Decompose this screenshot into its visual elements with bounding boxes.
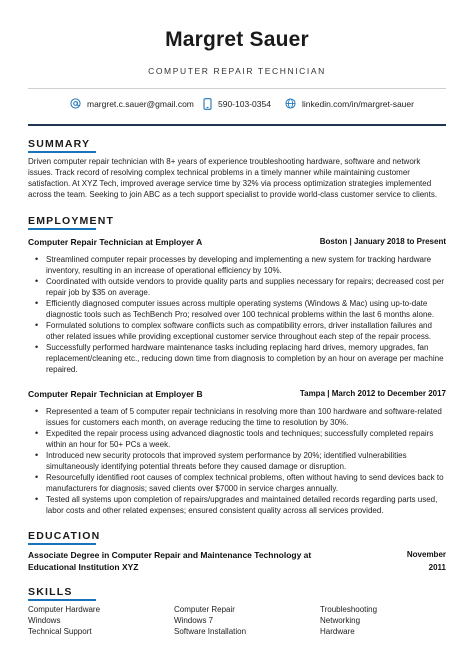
bullet-item: • Streamlined computer repair processes by developing and implementing a new system for tracking hardware inventory, resulting in an increase of operational efficiency by 10%.: [46, 254, 450, 276]
skill-item: Troubleshooting: [320, 605, 378, 614]
skill-item: Networking: [320, 616, 361, 625]
bullet-item: • Tested all systems upon completion of repairs/upgrades and maintained detailed records regarding parts used, labor costs and other related expenses; ensured consistent quality across all services provided.: [46, 494, 450, 516]
bullet-item: • Expedited the repair process using advanced diagnostic tools and techniques; successfully completed repairs within an hour for 50+ PCs a week.: [46, 428, 450, 450]
skill-item: Computer Hardware: [28, 605, 101, 614]
header-divider: [28, 88, 446, 89]
linkedin-text: linkedin.com/in/margret-sauer: [302, 98, 414, 109]
summary-underline: [28, 151, 96, 153]
skill-item: Computer Repair: [174, 605, 235, 614]
bullet-item: • Resourcefully identified root causes of complex technical problems, often without having to send devices back to manufacturers for diagnosis; saved clients over $7000 in service charges annually.: [46, 472, 450, 494]
at-sign-icon: [70, 98, 81, 109]
job-bullets-a: [34, 254, 450, 375]
skills-grid: [28, 604, 446, 637]
contact-row: [0, 98, 474, 114]
bullet-item: • Successfully performed hardware maintenance tasks including replacing hard drives, memory upgrades, fan replacement/cleaning etc., reducing down time from diagnosis to completion by an hour on average per machine repaired.: [46, 342, 450, 375]
globe-icon: [285, 98, 296, 109]
job-meta-a: Boston | January 2018 to Present: [319, 237, 446, 246]
bullet-item: • Introduced new security protocols that improved system performance by 20%; identified vulnerabilities simultaneously identifying potential threats before they caused damage or disruption.: [46, 450, 450, 472]
candidate-name: Margret Sauer: [165, 28, 309, 51]
skill-item: Windows 7: [174, 616, 214, 625]
skills-underline: [28, 599, 96, 601]
employment-underline: [28, 228, 96, 230]
bullet-item: • Efficiently diagnosed computer issues across multiple operating systems (Windows & Mac) using up-to-date diagnostic tools such as TechBench Pro; resolved over 100 technical problems within the last 6 months alone.: [46, 298, 450, 320]
summary-heading: SUMMARY: [28, 138, 91, 150]
bullet-item: • Coordinated with outside vendors to provide quality parts and supplies necessary for repairs; decreased cost per repair job by $35 on average.: [46, 276, 450, 298]
job-title-subtitle: COMPUTER REPAIR TECHNICIAN: [148, 66, 326, 76]
skills-heading: SKILLS: [28, 586, 73, 598]
job-title-a: Computer Repair Technician at Employer A: [28, 237, 203, 247]
skill-item: Software Installation: [174, 627, 247, 636]
bullet-item: • Formulated solutions to complex software conflicts such as compatibility errors, driver installation failures and other related issues while providing exceptional customer service throughout each step of the repair process.: [46, 320, 450, 342]
education-underline: [28, 543, 96, 545]
education-month: November: [406, 550, 446, 559]
skill-item: Technical Support: [28, 627, 92, 636]
employment-heading: EMPLOYMENT: [28, 215, 115, 227]
education-year: 2011: [428, 563, 446, 572]
bullet-item: • Represented a team of 5 computer repair technicians in resolving more than 100 hardware and software-related issues for customers each month, on average reducing the time to resolution by 30%.: [46, 406, 450, 428]
phone-text: 590-103-0354: [218, 99, 271, 109]
job-title-b: Computer Repair Technician at Employer B: [28, 389, 203, 399]
job-meta-b: Tampa | March 2012 to December 2017: [299, 389, 446, 398]
email-text: margret.c.sauer@gmail.com: [87, 98, 194, 109]
contact-divider: [28, 124, 446, 126]
education-heading: EDUCATION: [28, 530, 101, 542]
skill-item: Hardware: [320, 627, 355, 636]
summary-text: Driven computer repair technician with 8+ years of experience troubleshooting hardware, software and network issues. Track record of resolving complex technical problems in a timely manner while maintaining customer satisfaction. At XYZ Tech, improved average service time by 32% via process optimization strategies implemented across the team. Seeking to join ABC as a tech support specialist to provide world-class customer service to clients.: [28, 157, 438, 199]
contact-linkedin[interactable]: [285, 98, 414, 109]
skill-item: Windows: [28, 616, 61, 625]
education-date: [386, 548, 446, 574]
contact-email[interactable]: [70, 98, 194, 109]
job-bullets-b: [34, 406, 450, 516]
degree-title: Associate Degree in Computer Repair and Maintenance Technology at Educational Institution XYZ: [28, 550, 312, 572]
contact-phone[interactable]: [203, 98, 271, 110]
phone-icon: [203, 98, 212, 110]
